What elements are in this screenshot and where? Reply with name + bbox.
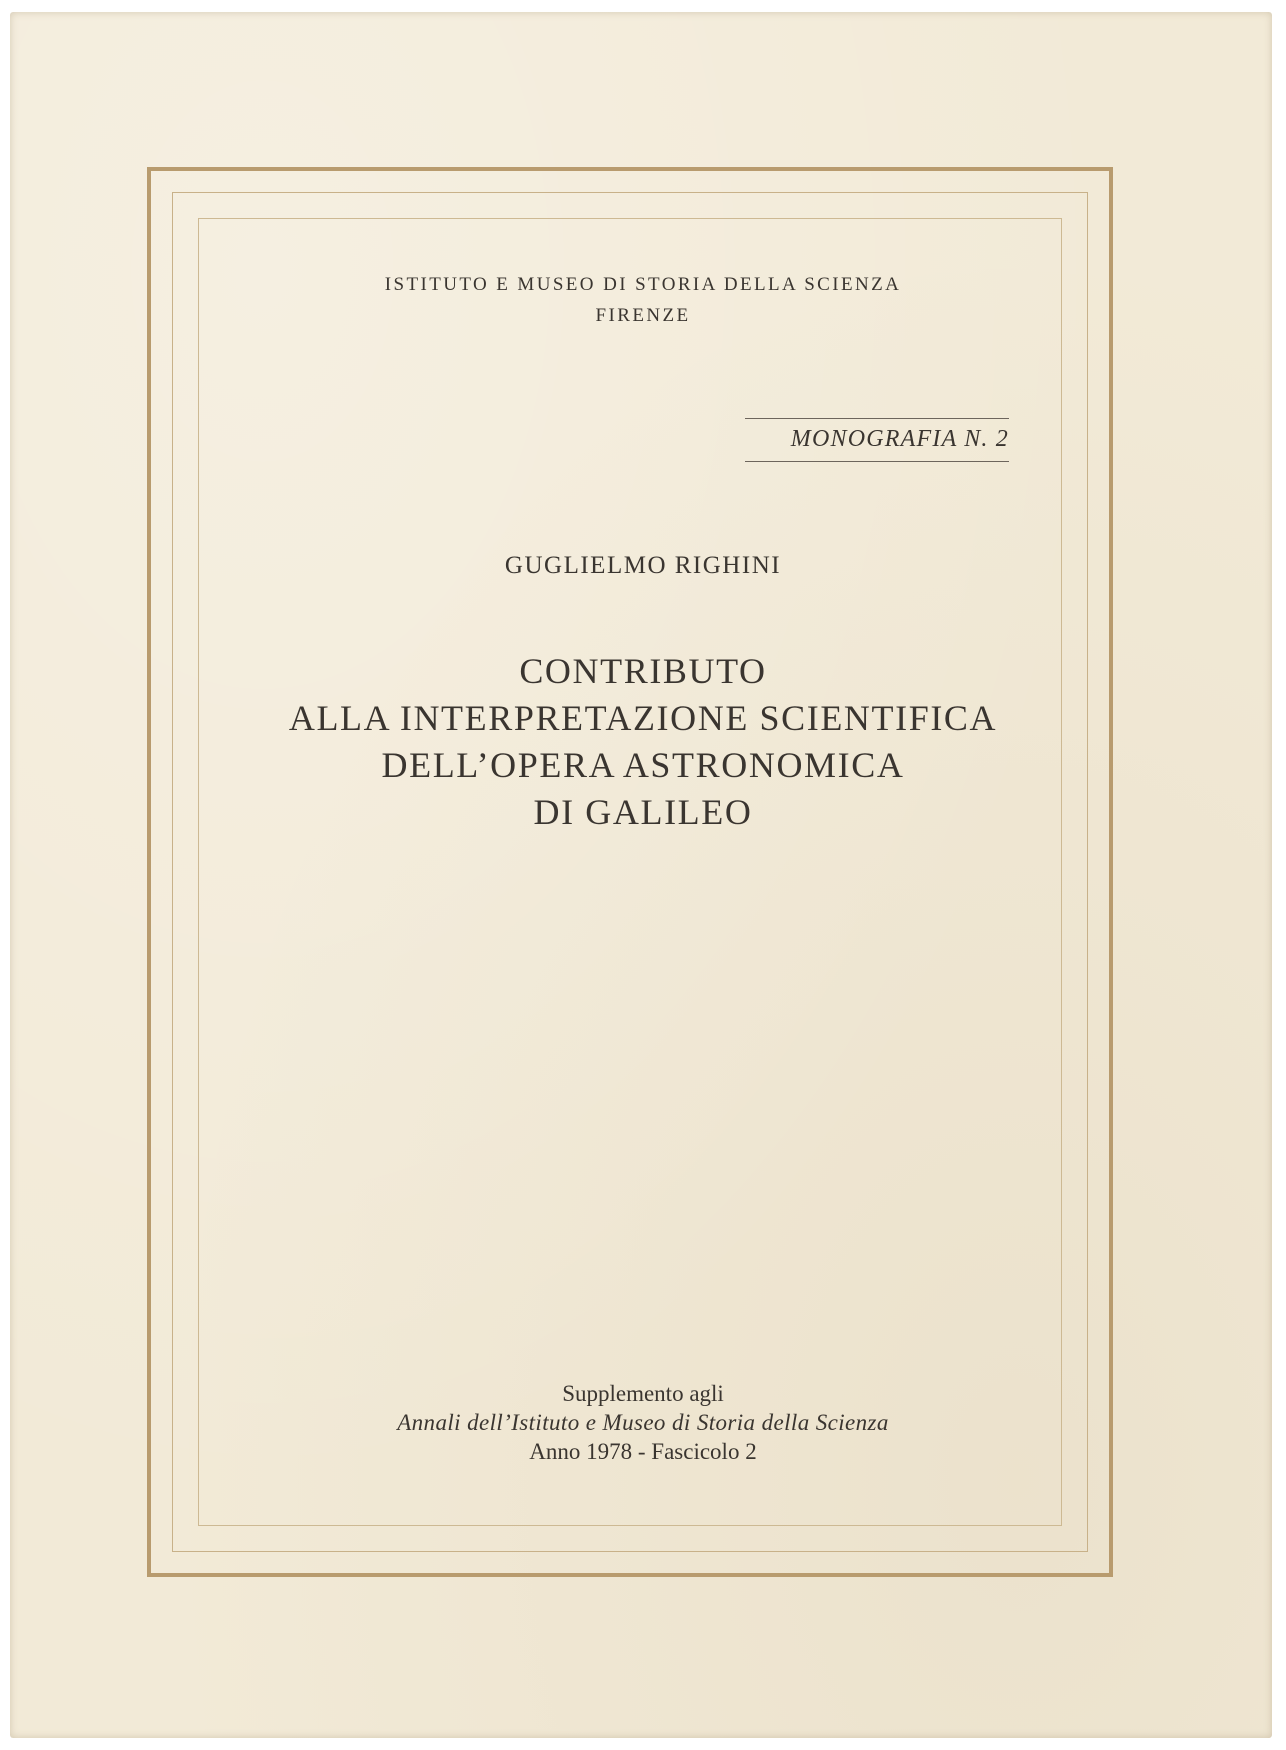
innermost-frame bbox=[198, 218, 1062, 1526]
publisher-city: FIRENZE bbox=[595, 305, 691, 326]
title-line: ALLA INTERPRETAZIONE SCIENTIFICA bbox=[288, 698, 998, 738]
publisher-name: ISTITUTO E MUSEO DI STORIA DELLA SCIENZA bbox=[384, 274, 902, 295]
supplement-line: Supplemento agli bbox=[562, 1381, 724, 1406]
book-title bbox=[0, 648, 1286, 836]
series-label: MONOGRAFIA N. 2 bbox=[745, 418, 1009, 462]
title-line: DELL’OPERA ASTRONOMICA bbox=[381, 745, 905, 785]
supplement-note bbox=[0, 1379, 1286, 1466]
title-line: CONTRIBUTO bbox=[519, 651, 767, 691]
supplement-line: Anno 1978 - Fascicolo 2 bbox=[529, 1439, 757, 1464]
journal-name: Annali dell’Istituto e Museo di Storia della Scienza bbox=[397, 1410, 889, 1435]
title-line: DI GALILEO bbox=[533, 792, 753, 832]
author-name: GUGLIELMO RIGHINI bbox=[504, 552, 782, 579]
